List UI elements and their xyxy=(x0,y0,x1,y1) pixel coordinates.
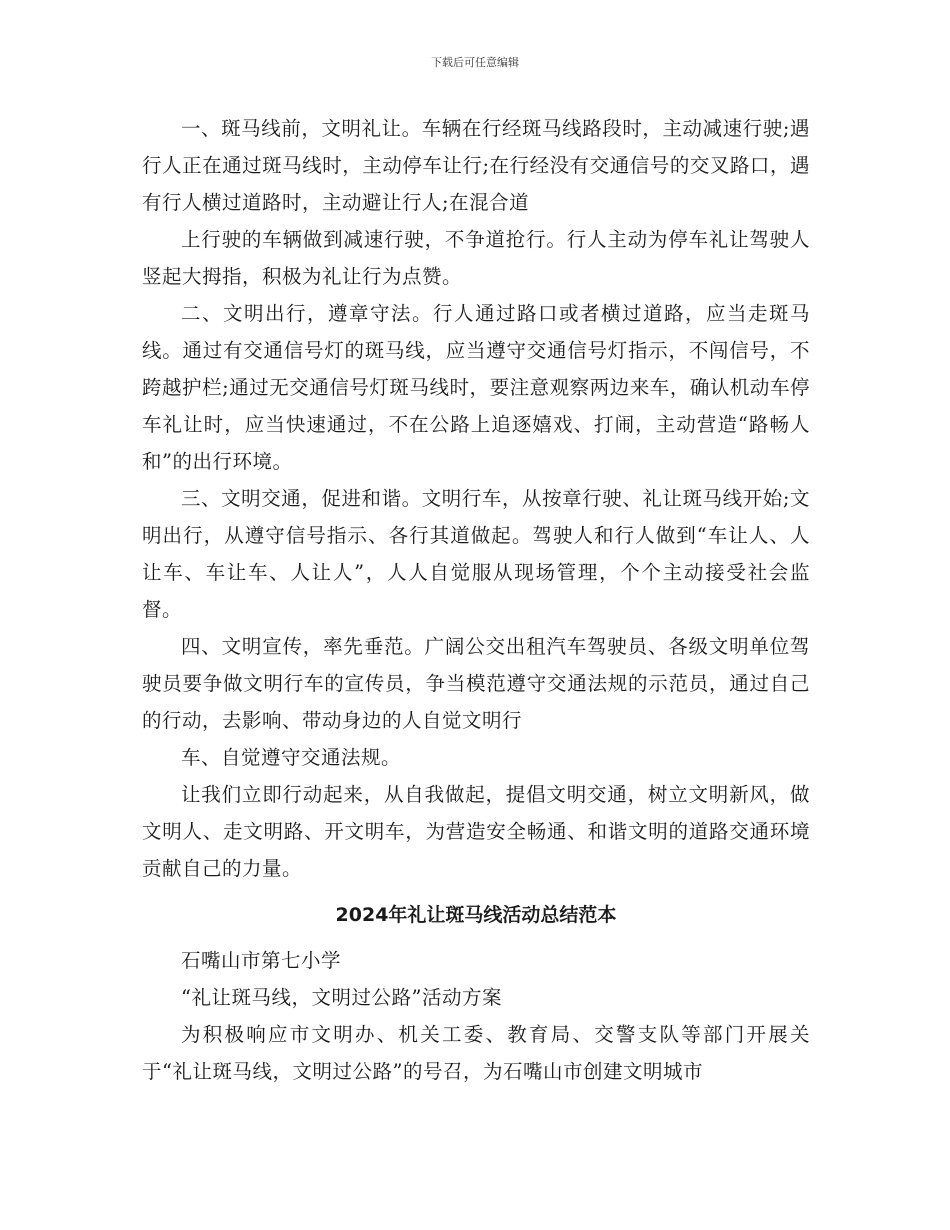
page-header: 下载后可任意编辑 xyxy=(431,56,519,69)
paragraph-6: 车、自觉遵守交通法规。 xyxy=(181,746,402,769)
plan-title: “礼让斑马线，文明过公路”活动方案 xyxy=(181,986,502,1009)
paragraph-4: 三、文明交通，促进和谐。文明行车，从按章行驶、礼让斑马线开始;文明出行，从遵守信号指示、各行其道做起。驾驶人和行人做到“车让人、人让车、车让车、人让人”，人人自觉服从现场管理，个个主动接受社会监督。 xyxy=(142,487,810,621)
paragraph-3: 二、文明出行，遵章守法。行人通过路口或者横过道路，应当走斑马线。通过有交通信号灯的斑马线，应当遵守交通信号灯指示，不闯信号，不跨越护栏;通过无交通信号灯斑马线时，要注意观察两边来车，确认机动车停车礼让时，应当快速通过，不在公路上追逐嬉戏、打闹，主动营造“路畅人和”的出行环境。 xyxy=(142,302,810,473)
paragraph-7: 让我们立即行动起来，从自我做起，提倡文明交通，树立文明新风，做文明人、走文明路、开文明车，为营造安全畅通、和谐文明的道路交通环境贡献自己的力量。 xyxy=(142,783,810,880)
school-name: 石嘴山市第七小学 xyxy=(181,949,342,972)
document-body xyxy=(142,110,810,1090)
paragraph-intro: 为积极响应市文明办、机关工委、教育局、交警支队等部门开展关于“礼让斑马线，文明过公路”的号召，为石嘴山市创建文明城市 xyxy=(142,1023,810,1083)
paragraph-5: 四、文明宣传，率先垂范。广阔公交出租汽车驾驶员、各级文明单位驾驶员要争做文明行车的宣传员，争当模范遵守交通法规的示范员，通过自己的行动，去影响、带动身边的人自觉文明行 xyxy=(142,635,810,732)
paragraph-2: 上行驶的车辆做到减速行驶，不争道抢行。行人主动为停车礼让驾驶人竖起大拇指，积极为礼让行为点赞。 xyxy=(142,228,810,288)
paragraph-1: 一、斑马线前，文明礼让。车辆在行经斑马线路段时，主动减速行驶;遇行人正在通过斑马线时，主动停车让行;在行经没有交通信号的交叉路口，遇有行人横过道路时，主动避让行人;在混合道 xyxy=(142,117,810,214)
section-title: 2024年礼让斑马线活动总结范本 xyxy=(335,904,617,926)
